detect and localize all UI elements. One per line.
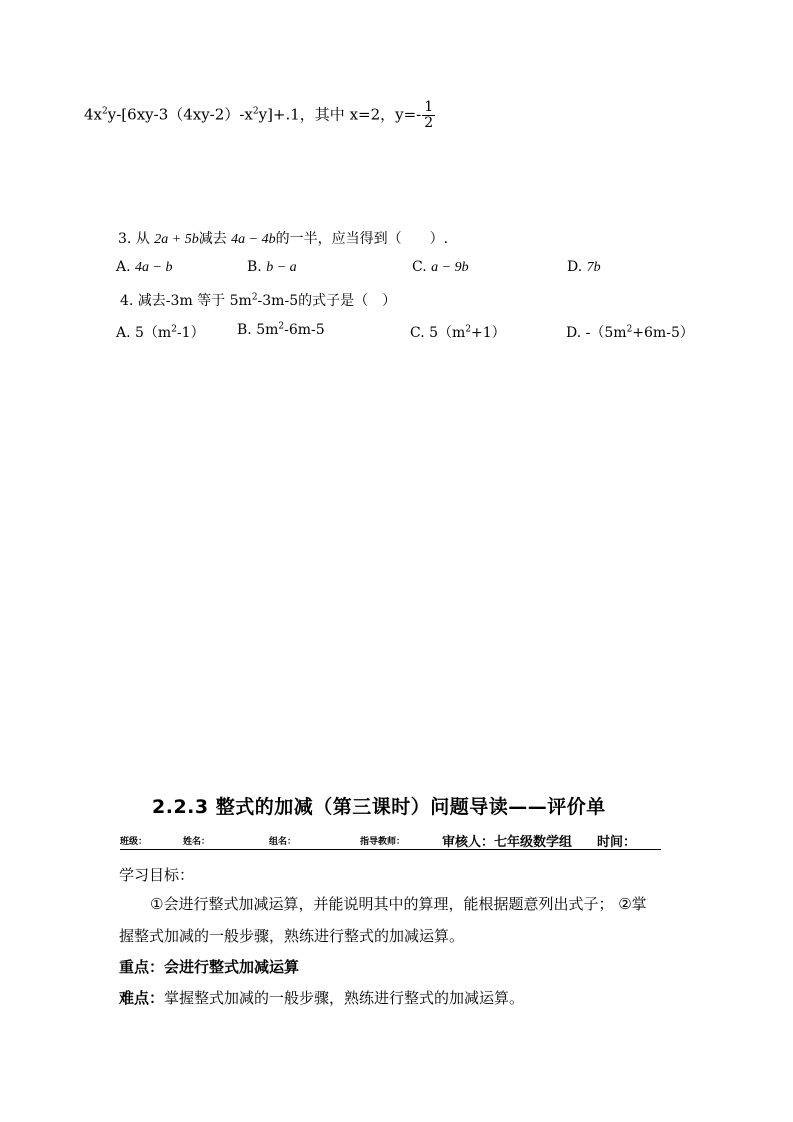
option-label: A. xyxy=(116,259,131,275)
option-label: B. xyxy=(247,259,262,275)
option-label: D. xyxy=(567,259,583,275)
time-label: 时间： xyxy=(597,835,637,850)
option-value: +1） xyxy=(471,325,506,341)
fraction-denominator: 2 xyxy=(424,115,434,131)
question-4-option-a xyxy=(116,322,205,342)
option-value: -（5m xyxy=(585,325,627,341)
option-value: +6m-5） xyxy=(632,325,694,341)
option-label: C. xyxy=(410,325,425,341)
exponent: 2 xyxy=(171,324,177,335)
worksheet-info-bar xyxy=(120,832,661,850)
fraction xyxy=(422,100,435,131)
exponent: 2 xyxy=(251,292,258,303)
evaluate-expression-problem xyxy=(84,100,435,131)
goals-heading: 学习目标： xyxy=(119,866,195,884)
difficulty-point xyxy=(119,987,524,1008)
question-3-option-c xyxy=(412,259,469,276)
difficulty-label: 难点： xyxy=(119,989,165,1007)
class-label: 班级： xyxy=(120,837,148,847)
question-4-option-d xyxy=(566,322,694,342)
exponent: 2 xyxy=(252,106,259,117)
group-label: 组名： xyxy=(269,837,297,847)
exponent: 2 xyxy=(626,324,633,335)
exponent: 2 xyxy=(465,324,472,335)
goals-line-1: ①会进行整式加减运算，并能说明其中的算理，能根据题意列出式子； ②掌 xyxy=(150,895,647,913)
key-point-text: 会进行整式加减运算 xyxy=(164,958,300,976)
question-3 xyxy=(118,228,448,248)
question-4-option-b xyxy=(237,322,325,338)
option-label: D. xyxy=(566,325,582,341)
key-point-label: 重点： xyxy=(119,958,165,976)
expr-part: y]+.1，其中 x=2，y=- xyxy=(258,105,422,124)
question-3-suffix: 的一半，应当得到（ ）. xyxy=(275,231,449,247)
name-label: 姓名： xyxy=(183,837,211,847)
option-value: -1） xyxy=(176,325,205,341)
question-3-expr2: 4a − 4b xyxy=(231,232,276,247)
option-label: A. xyxy=(116,325,131,341)
expr-part: 4x xyxy=(84,105,103,124)
question-3-mid: 减去 xyxy=(198,231,227,247)
option-value: 4a − b xyxy=(135,260,173,275)
option-value: 5（m xyxy=(135,325,172,341)
option-value: b − a xyxy=(266,260,297,275)
question-4 xyxy=(120,290,396,310)
question-3-option-d xyxy=(567,259,601,276)
question-3-option-a xyxy=(116,259,172,276)
goals-line-2: 握整式加减的一般步骤，熟练进行整式的加减运算。 xyxy=(119,927,465,945)
option-label: B. xyxy=(237,322,252,338)
expr-part: y-[6xy-3（4xy-2）-x xyxy=(107,105,253,124)
difficulty-text: 掌握整式加减的一般步骤，熟练进行整式的加减运算。 xyxy=(164,989,525,1007)
key-point xyxy=(119,956,299,977)
exponent: 2 xyxy=(102,106,108,117)
option-value: 7b xyxy=(586,260,601,275)
question-4-option-c xyxy=(410,322,506,342)
question-3-prefix: 3. 从 xyxy=(118,231,150,247)
option-value: 5m xyxy=(256,322,279,338)
option-value: -6m-5 xyxy=(284,322,325,338)
exponent: 2 xyxy=(278,321,285,332)
question-3-option-b xyxy=(247,259,297,276)
reviewer-label: 审核人：七年级数学组 xyxy=(442,835,573,850)
question-4-suffix: -3m-5的式子是（ ） xyxy=(257,293,397,309)
question-3-expr1: 2a + 5b xyxy=(154,232,199,247)
teacher-label: 指导教师： xyxy=(360,837,406,847)
option-label: C. xyxy=(412,259,427,275)
option-value: a − 9b xyxy=(431,260,469,275)
fraction-numerator: 1 xyxy=(424,99,434,115)
question-4-prefix: 4. 减去-3m 等于 5m xyxy=(120,293,252,309)
worksheet-title: 2.2.3 整式的加减（第三课时）问题导读——评价单 xyxy=(152,796,606,818)
option-value: 5（m xyxy=(429,325,466,341)
